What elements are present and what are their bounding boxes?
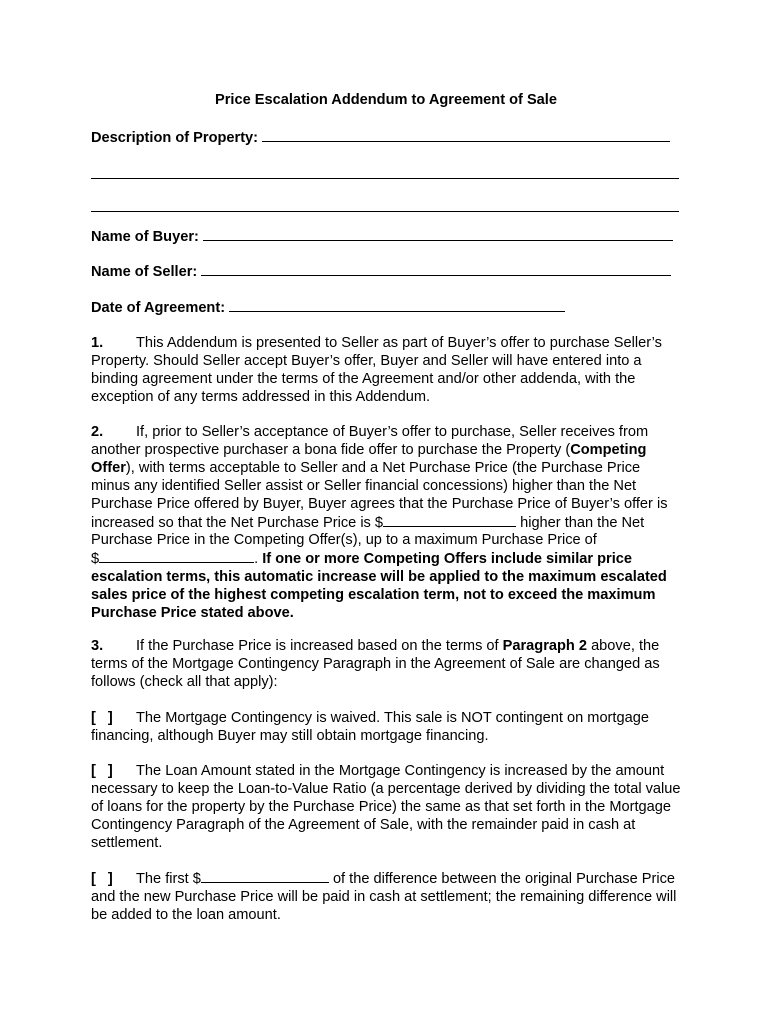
date-field — [91, 300, 565, 316]
option-waive-contingency — [91, 710, 681, 746]
buyer-label: Name of Buyer: — [91, 229, 199, 245]
paragraph-3 — [91, 638, 681, 692]
seller-label: Name of Seller: — [91, 264, 198, 280]
checkbox[interactable]: [ ] — [91, 763, 117, 779]
option-3-text-pre: The first $ — [136, 871, 201, 887]
maximum-price-blank[interactable] — [99, 550, 254, 563]
option-2-text: The Loan Amount stated in the Mortgage Contingency is increased by the amount necessary to keep the Loan-to-Value Ratio (a percentage derived by dividing the total value of loans for the property by the Purchase Price) the same as that set forth in the Mortgage Contingency Paragraph of the Agreement of Sale, with the remainder paid in cash at settlement. — [91, 763, 681, 851]
buyer-blank[interactable] — [203, 239, 673, 241]
property-line-2[interactable] — [91, 178, 679, 179]
paragraph-2-bold-clause: If one or more Competing Offers include similar price escalation terms, this automatic increase will be applied to the maximum escalated sales price of the highest competing escalation term, not to exceed the maximum Purchase Price stated above. — [91, 551, 667, 622]
checkbox[interactable]: [ ] — [91, 710, 117, 726]
net-price-increase-blank[interactable] — [383, 514, 516, 527]
paragraph-2-text-a: If, prior to Seller’s acceptance of Buyer’s offer to purchase, Seller receives from another prospective purchaser a bona fide offer to purchase the Property ( — [91, 424, 649, 458]
buyer-field — [91, 229, 673, 245]
cash-amount-blank[interactable] — [201, 870, 329, 883]
paragraph-3-text-c: above, the terms of the Mortgage Contingency Paragraph in the Agreement of Sale are changed as follows (check all that apply): — [91, 638, 660, 690]
date-blank[interactable] — [229, 310, 565, 312]
seller-blank[interactable] — [201, 274, 671, 276]
property-blank[interactable] — [262, 140, 670, 142]
paragraph-2 — [91, 424, 681, 623]
option-cash-difference — [91, 870, 681, 925]
date-label: Date of Agreement: — [91, 300, 226, 316]
dollar-sign: $ — [91, 551, 100, 568]
property-field — [91, 130, 670, 146]
document-title: Price Escalation Addendum to Agreement of Sale — [215, 92, 557, 108]
paragraph-2-text-c: ), with terms acceptable to Seller and a Net Purchase Price (the Purchase Price minus any identified Seller assist or Seller financial concessions) higher than the Net Purchase Price offered by Buyer, Buyer agrees that the Purchase Price of Buyer’s offer is increased so that the Net Purchase Price is $ — [91, 459, 668, 531]
competing-offer-term: Competing Offer — [91, 441, 647, 476]
checkbox[interactable]: [ ] — [91, 871, 117, 887]
paragraph-3-number: 3. — [91, 638, 104, 654]
paragraph-1-number: 1. — [91, 335, 104, 351]
paragraph-2-text-d: higher than the Net Purchase Price in the Competing Offer(s), up to a maximum Purchase Price of — [91, 514, 645, 549]
paragraph-3-text-a: If the Purchase Price is increased based on the terms of — [136, 638, 503, 654]
paragraph-2-reference: Paragraph 2 — [502, 638, 588, 654]
paragraph-2-text-f: . — [254, 551, 263, 568]
option-increase-loan — [91, 763, 681, 853]
paragraph-1 — [91, 335, 681, 407]
property-line-3[interactable] — [91, 211, 679, 212]
seller-field — [91, 264, 671, 280]
option-1-text: The Mortgage Contingency is waived. This sale is NOT contingent on mortgage financing, although Buyer may still obtain mortgage financing. — [91, 710, 649, 744]
property-label: Description of Property: — [91, 130, 259, 146]
paragraph-2-number: 2. — [91, 424, 104, 440]
option-3-text-post: of the difference between the original Purchase Price and the new Purchase Price will be paid in cash at settlement; the remaining difference will be added to the loan amount. — [91, 871, 677, 923]
paragraph-1-text: This Addendum is presented to Seller as part of Buyer’s offer to purchase Seller’s Property. Should Seller accept Buyer’s offer, Buyer and Seller will have entered into a binding agreement under the terms of the Agreement and/or other addenda, with the exception of any terms addressed in this Addendum. — [91, 335, 662, 405]
